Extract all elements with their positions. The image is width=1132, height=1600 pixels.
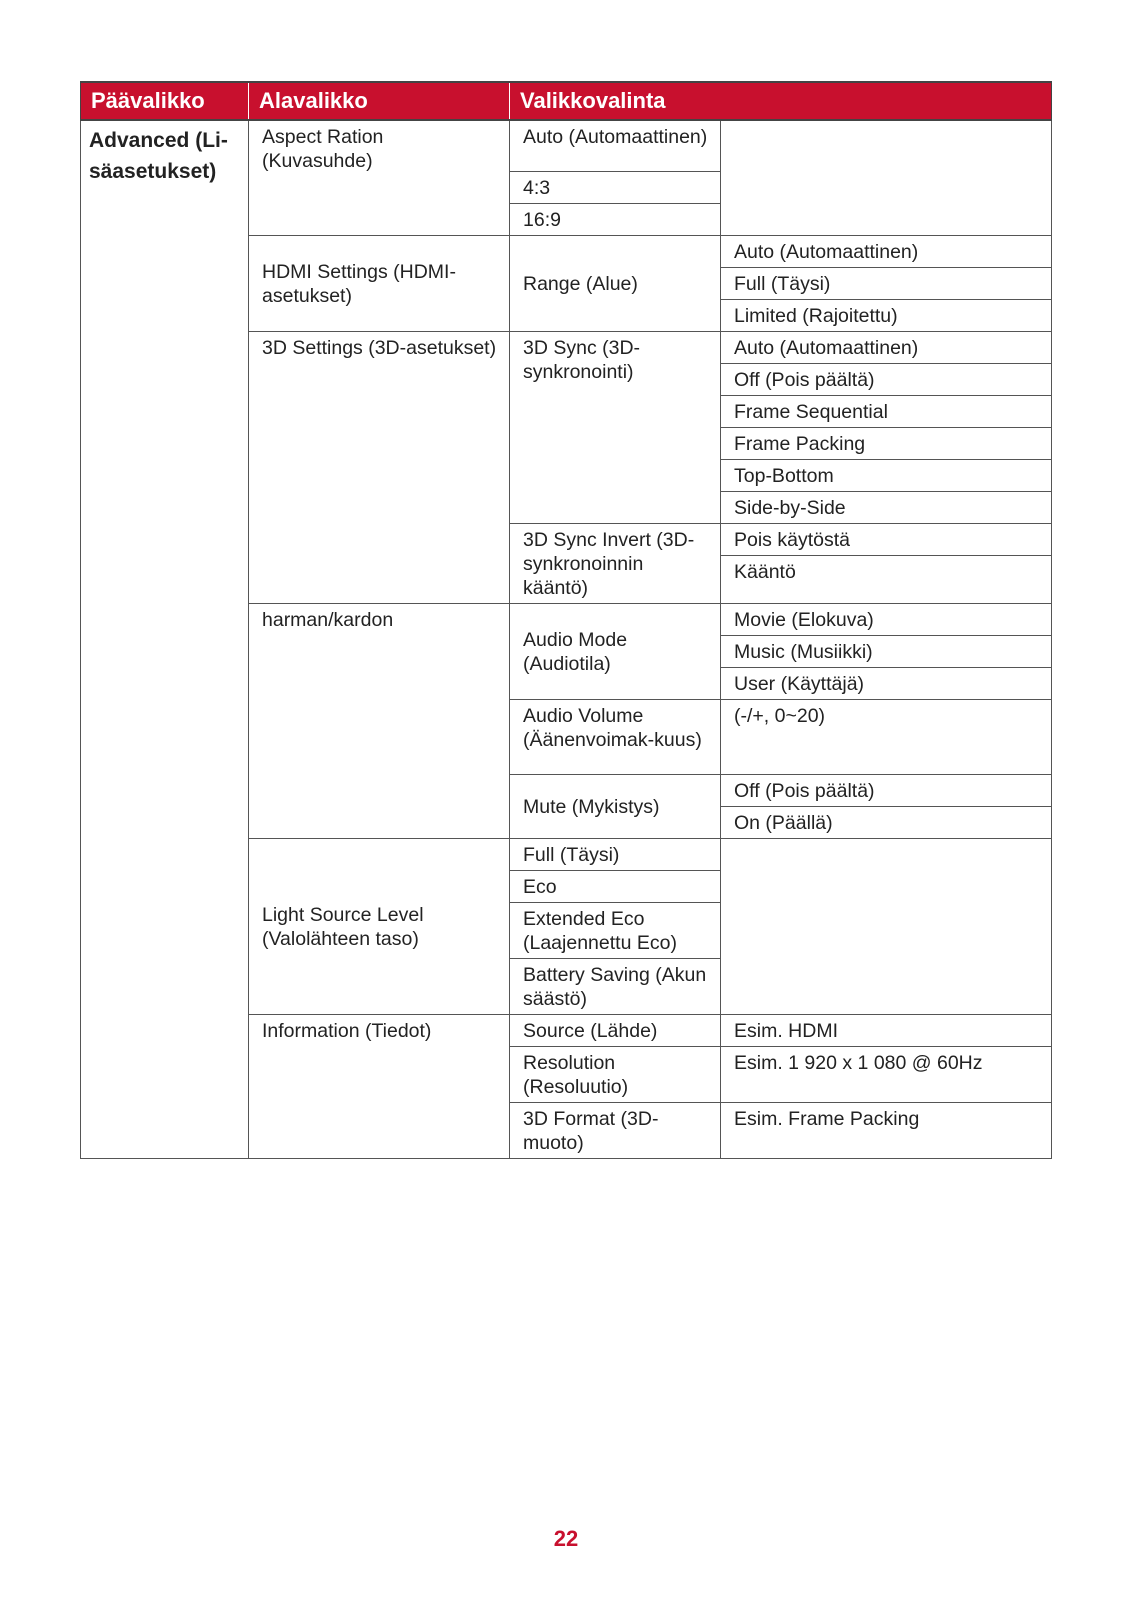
value-cell: Esim. 1 920 x 1 080 @ 60Hz [721, 1046, 1052, 1102]
option-cell: 16:9 [510, 203, 721, 235]
value-cell: Movie (Elokuva) [721, 603, 1052, 635]
option-cell: Auto (Automaattinen) [510, 120, 721, 171]
item-3d-sync: 3D Sync (3D-synkronointi) [510, 331, 721, 523]
value-cell: Limited (Rajoitettu) [721, 299, 1052, 331]
empty-cell [721, 120, 1052, 235]
item-audio-mode: Audio Mode (Audiotila) [510, 603, 721, 699]
value-cell: Top-Bottom [721, 459, 1052, 491]
submenu-information: Information (Tiedot) [249, 1014, 510, 1158]
table-header-row [81, 82, 1052, 120]
value-cell: (-/+, 0~20) [721, 699, 1052, 774]
option-cell: Battery Saving (Akun säästö) [510, 958, 721, 1014]
item-3d-format: 3D Format (3D-muoto) [510, 1102, 721, 1158]
option-cell: Extended Eco (Laajennettu Eco) [510, 902, 721, 958]
value-cell: Off (Pois päältä) [721, 363, 1052, 395]
menu-table [80, 81, 1052, 1159]
main-menu-cell: Advanced (Li-säasetukset) [81, 120, 249, 1158]
table-row [81, 120, 1052, 171]
header-main-menu: Päävalikko [81, 82, 249, 120]
value-cell: User (Käyttäjä) [721, 667, 1052, 699]
page-number: 22 [553, 1526, 579, 1551]
value-cell: Auto (Automaattinen) [721, 235, 1052, 267]
value-cell: Auto (Automaattinen) [721, 331, 1052, 363]
value-cell: Off (Pois päältä) [721, 774, 1052, 806]
option-cell: 4:3 [510, 171, 721, 203]
submenu-harman-kardon: harman/kardon [249, 603, 510, 838]
option-cell: Full (Täysi) [510, 838, 721, 870]
value-cell: Esim. Frame Packing [721, 1102, 1052, 1158]
value-cell: On (Päällä) [721, 806, 1052, 838]
item-3d-sync-invert: 3D Sync Invert (3D-synkronoinnin kääntö) [510, 523, 721, 603]
item-resolution: Resolution (Resoluutio) [510, 1046, 721, 1102]
header-submenu: Alavalikko [249, 82, 510, 120]
empty-cell [721, 838, 1052, 1014]
value-cell: Music (Musiikki) [721, 635, 1052, 667]
value-cell: Full (Täysi) [721, 267, 1052, 299]
value-cell: Side-by-Side [721, 491, 1052, 523]
value-cell: Esim. HDMI [721, 1014, 1052, 1046]
item-source: Source (Lähde) [510, 1014, 721, 1046]
submenu-3d-settings: 3D Settings (3D-asetukset) [249, 331, 510, 603]
item-audio-volume: Audio Volume (Äänenvoimak-kuus) [510, 699, 721, 774]
header-menu-option: Valikkovalinta [510, 82, 1052, 120]
item-mute: Mute (Mykistys) [510, 774, 721, 838]
submenu-light-source-level: Light Source Level (Valolähteen taso) [249, 838, 510, 1014]
value-cell: Frame Packing [721, 427, 1052, 459]
value-cell: Pois käytöstä [721, 523, 1052, 555]
value-cell: Kääntö [721, 555, 1052, 603]
submenu-hdmi-settings: HDMI Settings (HDMI-asetukset) [249, 235, 510, 331]
item-range: Range (Alue) [510, 235, 721, 331]
value-cell: Frame Sequential [721, 395, 1052, 427]
option-cell: Eco [510, 870, 721, 902]
submenu-aspect-ratio: Aspect Ration (Kuvasuhde) [249, 120, 510, 235]
